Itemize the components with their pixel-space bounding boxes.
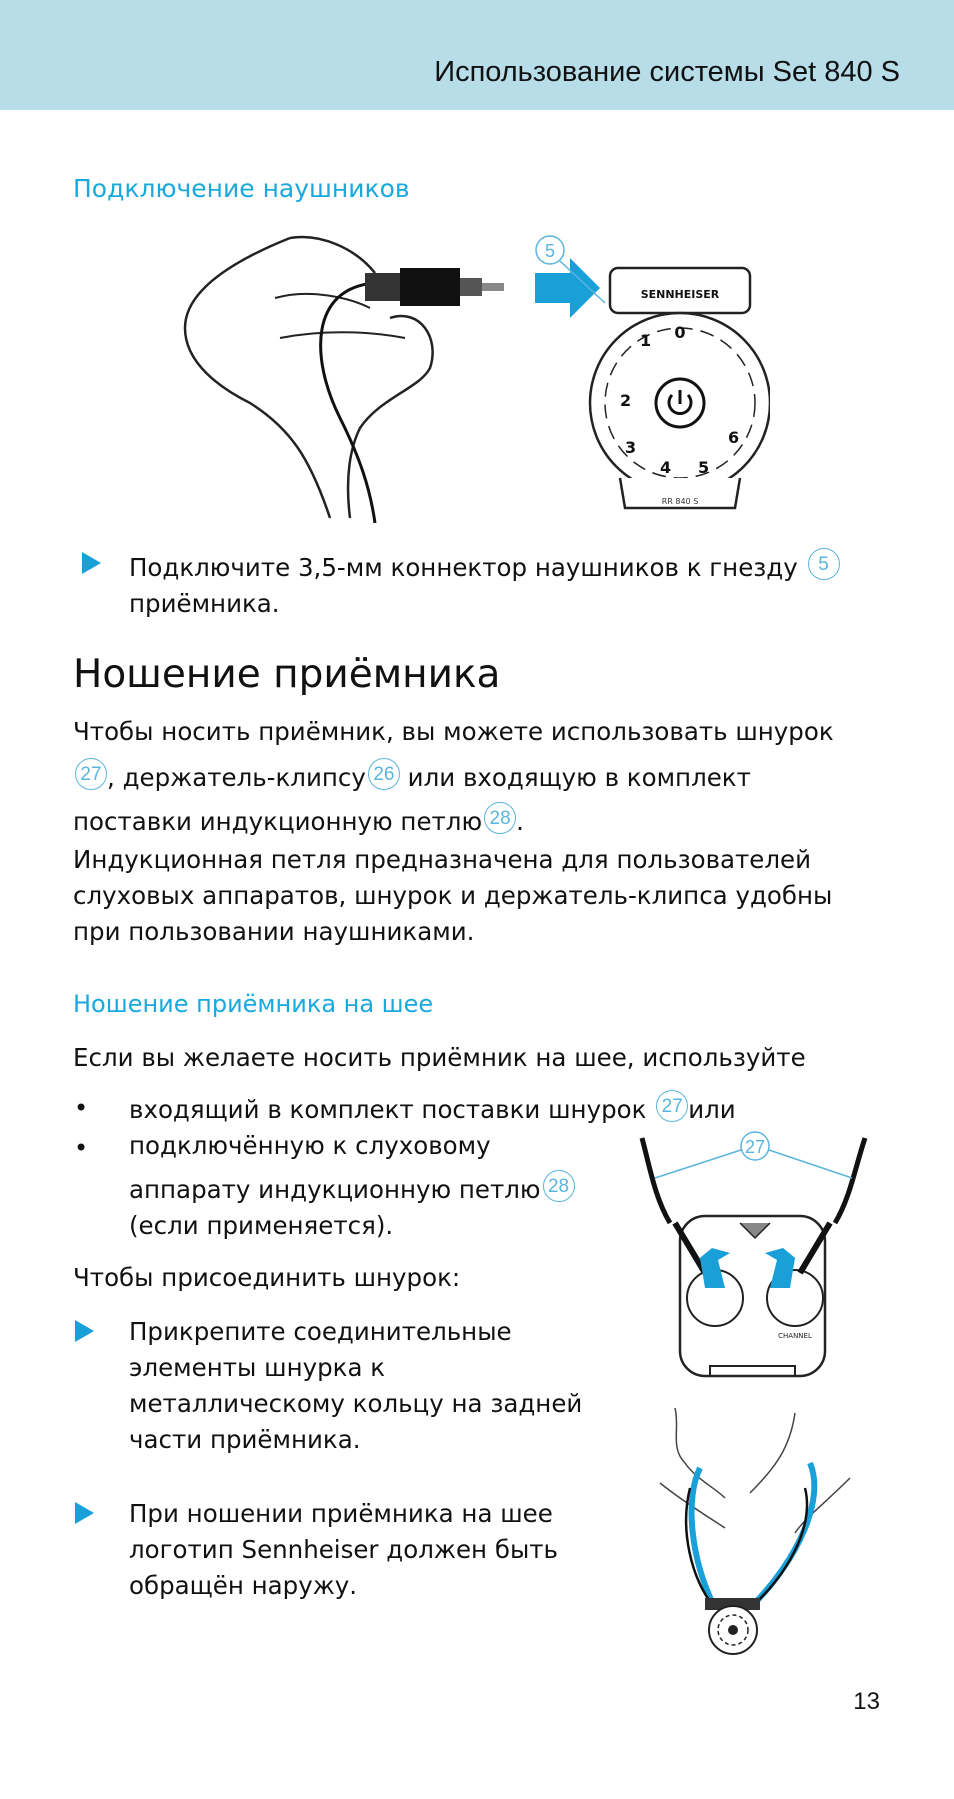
step-connect-headphones — [129, 548, 840, 622]
attach-step-2-line1: При ношении приёмника на шее — [129, 1499, 553, 1528]
wearing-p1-line3 — [73, 802, 893, 840]
svg-text:2: 2 — [620, 391, 632, 410]
bullet-1-tail: или — [688, 1095, 736, 1124]
step2-arrow-icon — [75, 1502, 94, 1524]
wearing-p2-line3: при пользовании наушниками. — [73, 917, 475, 946]
wearing-paragraph-2 — [73, 842, 913, 950]
attach-step-1-line3: металлическому кольцу на задней — [129, 1389, 583, 1418]
attach-step-1-line1: Прикрепите соединительные — [129, 1317, 512, 1346]
channel-label: CHANNEL — [778, 1332, 812, 1340]
step-arrow-icon — [82, 552, 101, 574]
svg-text:1: 1 — [640, 331, 652, 350]
attach-step-2-line3: обращён наружу. — [129, 1571, 358, 1600]
svg-text:0: 0 — [674, 323, 686, 342]
neck-wearing-illustration — [655, 1408, 855, 1658]
section-heading-headphones: Подключение наушников — [73, 174, 410, 203]
header-title: Использование системы Set 840 S — [434, 56, 900, 88]
bullet-1 — [129, 1090, 736, 1128]
wearing-p1-line2 — [73, 758, 893, 796]
section-heading-neck: Ношение приёмника на шее — [73, 990, 434, 1018]
ref-badge-28: 28 — [484, 802, 516, 834]
bullet-2-marker: • — [74, 1134, 89, 1162]
step-connect-text: Подключите 3,5-мм коннектор наушников к гнезду — [129, 553, 798, 582]
bullet-2 — [129, 1128, 629, 1244]
svg-text:4: 4 — [660, 458, 672, 477]
attach-intro: Чтобы присоединить шнурок: — [73, 1263, 461, 1292]
ref-badge-27-bullet: 27 — [656, 1090, 688, 1122]
callout-27-label: 27 — [744, 1137, 766, 1157]
attach-step-1-line4: части приёмника. — [129, 1425, 361, 1454]
wearing-p1-c: или входящую в комплект — [399, 763, 751, 792]
page-number: 13 — [853, 1688, 880, 1715]
ref-badge-27: 27 — [75, 758, 107, 790]
header-band — [0, 0, 954, 110]
attach-step-1 — [129, 1314, 629, 1458]
wearing-paragraph-1 — [73, 714, 893, 840]
bullet-2-line3: (если применяется). — [129, 1211, 394, 1240]
attach-step-1-line2: элементы шнурка к — [129, 1353, 386, 1382]
lanyard-attach-illustration — [630, 1128, 875, 1383]
attach-step-2-line2: логотип Sennheiser должен быть — [129, 1535, 559, 1564]
device-model-label: RR 840 S — [661, 497, 699, 506]
svg-text:3: 3 — [625, 438, 637, 457]
ref-badge-28-bullet: 28 — [543, 1170, 575, 1202]
wearing-p2-line2: слуховых аппаратов, шнурок и держатель-клипса удобны — [73, 881, 833, 910]
step1-arrow-icon — [75, 1320, 94, 1342]
ref-badge-5: 5 — [808, 548, 840, 580]
svg-text:5: 5 — [698, 458, 710, 477]
attach-step-2 — [129, 1496, 629, 1604]
svg-text:6: 6 — [728, 428, 740, 447]
bullet-1-marker: • — [74, 1094, 89, 1122]
ref-badge-26: 26 — [368, 758, 400, 790]
callout-5-label: 5 — [544, 241, 556, 261]
section-heading-wearing: Ношение приёмника — [73, 652, 501, 697]
bullet-2-line1: подключённую к слуховому — [129, 1131, 491, 1160]
wearing-p1-d: поставки индукционную петлю — [73, 807, 483, 836]
bullet-1-text: входящий в комплект поставки шнурок — [129, 1095, 647, 1124]
bullet-2-line2 — [129, 1170, 629, 1208]
headphone-connection-illustration — [180, 228, 770, 528]
wearing-p1-line1: Чтобы носить приёмник, вы можете использовать шнурок — [73, 717, 834, 746]
wearing-p1-e: . — [516, 807, 524, 836]
step-connect-text-tail: приёмника. — [129, 589, 280, 618]
bullet-2-line2-text: аппарату индукционную петлю — [129, 1175, 541, 1204]
wearing-p1-b: , держатель-клипсу — [107, 763, 366, 792]
device-brand-label: SENNHEISER — [640, 288, 720, 301]
neck-intro: Если вы желаете носить приёмник на шее, используйте — [73, 1043, 806, 1072]
wearing-p2-line1: Индукционная петля предназначена для пользователей — [73, 845, 812, 874]
